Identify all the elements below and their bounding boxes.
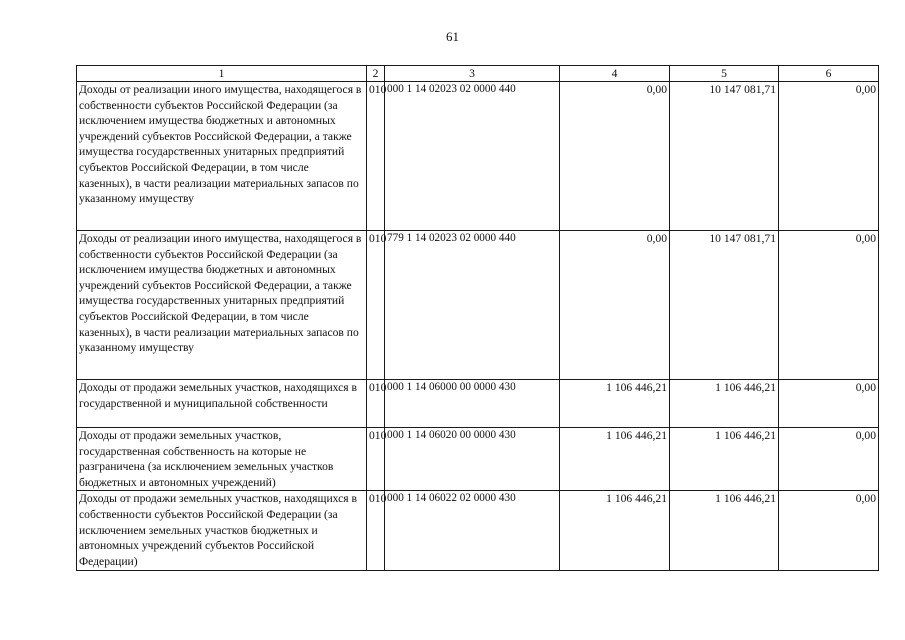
table-row bbox=[77, 428, 879, 491]
table-row bbox=[77, 380, 879, 428]
col6-value-cell: 0,00 bbox=[779, 82, 879, 231]
header-col-3: 3 bbox=[385, 66, 560, 82]
revenue-name-cell: Доходы от продажи земельных участков, государственная собственность на которые не разграничена (за исключением земельных участков бюджетных и автономных учреждений) bbox=[77, 428, 367, 491]
header-col-6: 6 bbox=[779, 66, 879, 82]
col6-value-cell: 0,00 bbox=[779, 231, 879, 380]
table-row bbox=[77, 82, 879, 231]
revenue-name-cell: Доходы от продажи земельных участков, находящихся в государственной и муниципальной собственности bbox=[77, 380, 367, 428]
col4-value-cell: 0,00 bbox=[560, 82, 670, 231]
header-col-2: 2 bbox=[367, 66, 385, 82]
table-row bbox=[77, 231, 879, 380]
page-number: 61 bbox=[446, 29, 459, 44]
col5-value-cell: 1 106 446,21 bbox=[670, 428, 779, 491]
header-col-1: 1 bbox=[77, 66, 367, 82]
admin-code-cell: 010 bbox=[367, 428, 385, 491]
revenue-name-cell: Доходы от реализации иного имущества, находящегося в собственности субъектов Российской Федерации (за исключением имущества бюджетных и автономных учреждений субъектов Российской Федерации, а также имущества государственных унитарных предприятий субъектов Российской Федерации, в том числе казенных), в части реализации материальных запасов по указанному имуществу bbox=[77, 82, 367, 231]
admin-code-cell: 010 bbox=[367, 491, 385, 571]
revenue-name-cell: Доходы от реализации иного имущества, находящегося в собственности субъектов Российской Федерации (за исключением имущества бюджетных и автономных учреждений субъектов Российской Федерации, а также имущества государственных унитарных предприятий субъектов Российской Федерации, в том числе казенных), в части реализации материальных запасов по указанному имуществу bbox=[77, 231, 367, 380]
table-row bbox=[77, 491, 879, 571]
budget-code-cell: 000 1 14 06000 00 0000 430 bbox=[385, 380, 560, 428]
budget-code-cell: 000 1 14 02023 02 0000 440 bbox=[385, 82, 560, 231]
budget-code-cell: 779 1 14 02023 02 0000 440 bbox=[385, 231, 560, 380]
col6-value-cell: 0,00 bbox=[779, 380, 879, 428]
col4-value-cell: 1 106 446,21 bbox=[560, 380, 670, 428]
col5-value-cell: 10 147 081,71 bbox=[670, 231, 779, 380]
revenue-table bbox=[76, 65, 879, 571]
admin-code-cell: 010 bbox=[367, 231, 385, 380]
revenue-name-cell: Доходы от продажи земельных участков, находящихся в собственности субъектов Российской Федерации (за исключением земельных участков бюджетных и автономных учреждений субъектов Российской Федерации) bbox=[77, 491, 367, 571]
col6-value-cell: 0,00 bbox=[779, 428, 879, 491]
header-col-5: 5 bbox=[670, 66, 779, 82]
col4-value-cell: 1 106 446,21 bbox=[560, 428, 670, 491]
col5-value-cell: 1 106 446,21 bbox=[670, 491, 779, 571]
col6-value-cell: 0,00 bbox=[779, 491, 879, 571]
header-col-4: 4 bbox=[560, 66, 670, 82]
col4-value-cell: 0,00 bbox=[560, 231, 670, 380]
col4-value-cell: 1 106 446,21 bbox=[560, 491, 670, 571]
col5-value-cell: 10 147 081,71 bbox=[670, 82, 779, 231]
admin-code-cell: 010 bbox=[367, 82, 385, 231]
table-header-row bbox=[77, 66, 879, 82]
budget-code-cell: 000 1 14 06022 02 0000 430 bbox=[385, 491, 560, 571]
col5-value-cell: 1 106 446,21 bbox=[670, 380, 779, 428]
admin-code-cell: 010 bbox=[367, 380, 385, 428]
budget-code-cell: 000 1 14 06020 00 0000 430 bbox=[385, 428, 560, 491]
